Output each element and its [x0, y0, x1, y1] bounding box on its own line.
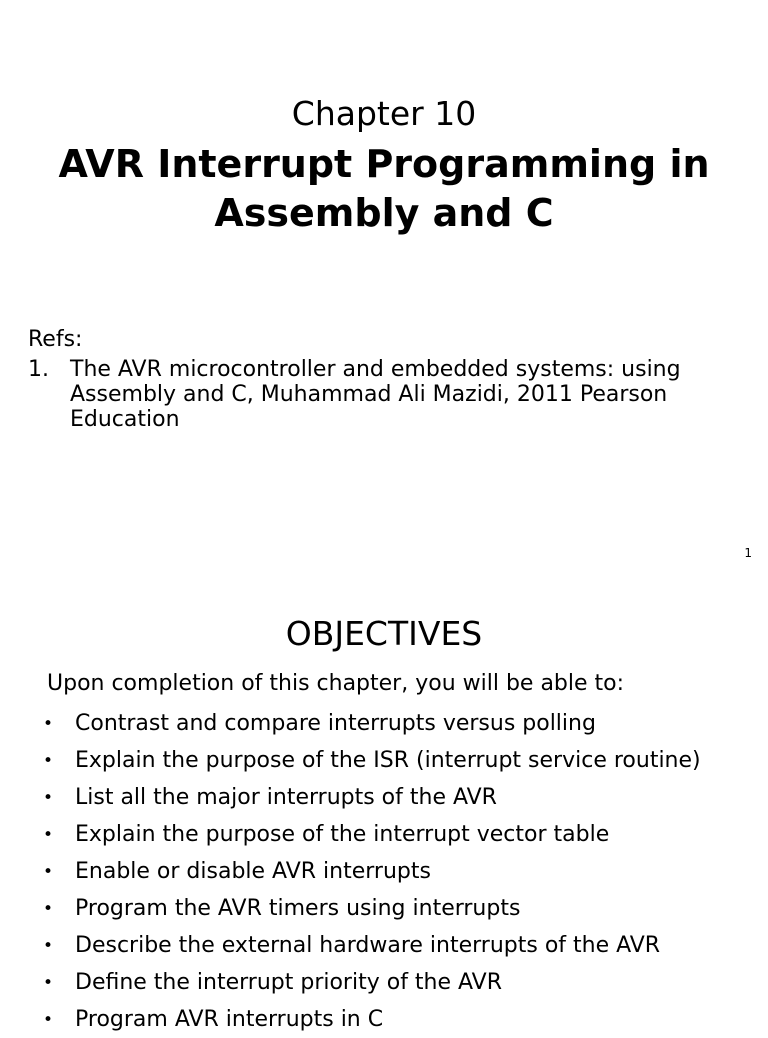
page-number: 1 — [744, 546, 752, 560]
objectives-list — [43, 705, 743, 1038]
objective-text: Define the interrupt priority of the AVR — [75, 969, 503, 995]
objective-item — [43, 779, 743, 816]
chapter-label: Chapter 10 — [291, 94, 477, 133]
objectives-intro: Upon completion of this chapter, you will be able to: — [47, 671, 625, 696]
objective-item — [43, 964, 743, 1001]
bullet-icon: • — [43, 972, 54, 993]
objective-text: Describe the external hardware interrupts of the AVR — [75, 932, 661, 958]
bullet-icon: • — [43, 787, 54, 808]
reference-number: 1. — [28, 357, 49, 382]
bullet-icon: • — [43, 935, 54, 956]
slide-objectives — [0, 588, 768, 1032]
objective-item — [43, 742, 743, 779]
objectives-title: OBJECTIVES — [285, 614, 483, 653]
objective-text: Enable or disable AVR interrupts — [75, 858, 431, 884]
objective-text: List all the major interrupts of the AVR — [75, 784, 497, 810]
objective-item — [43, 927, 743, 964]
objective-text: Explain the purpose of the ISR (interrupt service routine) — [75, 747, 701, 773]
bullet-icon: • — [43, 824, 54, 845]
objective-item — [43, 890, 743, 927]
reference-item — [28, 357, 728, 432]
bullet-icon: • — [43, 750, 54, 771]
objective-text: Program AVR interrupts in C — [75, 1006, 384, 1032]
bullet-icon: • — [43, 713, 54, 734]
objective-text: Explain the purpose of the interrupt vector table — [75, 821, 610, 847]
bullet-icon: • — [43, 898, 54, 919]
bullet-icon: • — [43, 1009, 54, 1030]
bullet-icon: • — [43, 861, 54, 882]
chapter-title: AVR Interrupt Programming in Assembly and C — [58, 142, 710, 235]
objective-text: Contrast and compare interrupts versus polling — [75, 710, 596, 736]
reference-text: The AVR microcontroller and embedded systems: using Assembly and C, Muhammad Ali Mazidi, 2011 Pearson Education — [70, 357, 681, 432]
reference-list — [28, 357, 728, 432]
objective-item — [43, 816, 743, 853]
objective-item — [43, 853, 743, 890]
refs-heading: Refs: — [28, 327, 83, 352]
objective-item — [43, 705, 743, 742]
objective-item — [43, 1001, 743, 1038]
objective-text: Program the AVR timers using interrupts — [75, 895, 521, 921]
